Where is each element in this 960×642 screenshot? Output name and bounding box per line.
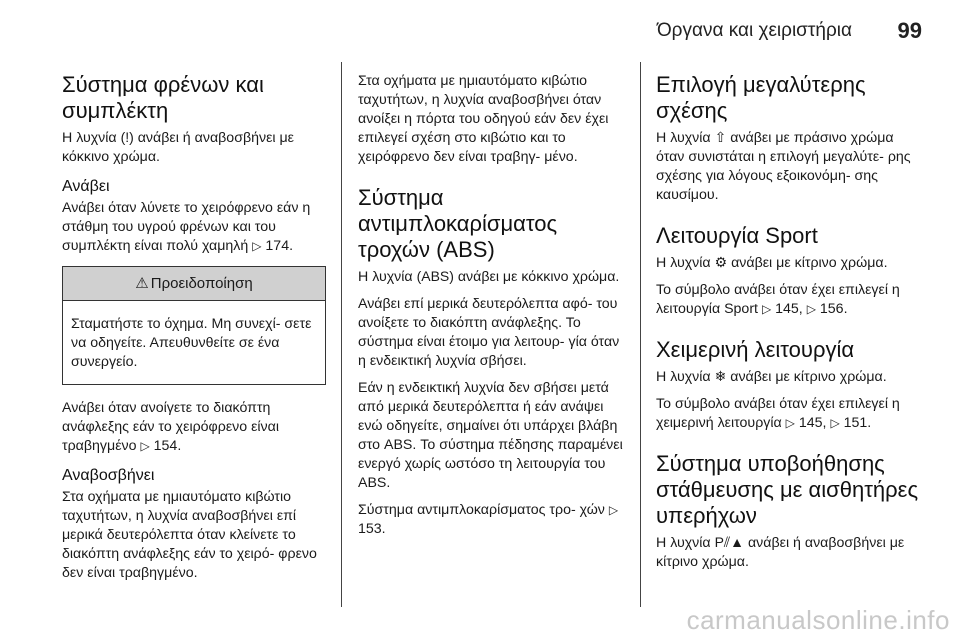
gear-text-a: Η λυχνία — [656, 130, 711, 146]
column-2 — [358, 72, 628, 547]
page-header — [0, 0, 960, 58]
winter-ref-1: 145, — [798, 415, 827, 431]
abs-text-b: ανάβει με κόκκινο χρώμα. — [457, 269, 620, 285]
arrow-ref-icon: ▷ — [761, 302, 772, 316]
watermark: carmanualsonline.info — [686, 605, 950, 635]
brake-heading: Σύστημα φρένων και συμπλέκτη — [62, 72, 264, 123]
arrow-ref-icon: ▷ — [806, 302, 816, 316]
winter-text-a: Η λυχνία — [656, 369, 711, 385]
sport-text — [656, 253, 922, 273]
winter-mode-icon: ❄ — [714, 368, 727, 384]
park-text-b: ανάβει ή αναβοσβήνει με κίτρινο χρώμα. — [656, 535, 905, 570]
abs-p3: Εάν η ενδεικτική λυχνία δεν σβήσει μετά από μερικά δευτερόλεπτα ή εάν ανάψει ενώ οδηγείτε, σημαίνει ότι υπάρχει βλάβη στο ABS. Το σύστημα πέδησης παραμένει ενεργό χωρίς ωστόσο τη λειτουργία του ABS. — [358, 380, 623, 491]
on-text-body: Ανάβει όταν λύνετε το χειρόφρενο εάν η στάθμη του υγρού φρένων και του συμπλέκτη είναι πολύ χαμηλή — [62, 200, 311, 254]
sport-ref-2: 156. — [819, 301, 848, 317]
page-number: 99 — [897, 18, 922, 43]
gear-heading: Επιλογή μεγαλύτερης σχέσης — [656, 72, 866, 123]
warning-body: Σταματήστε το όχημα. Μη συνεχί- σετε να οδηγείτε. Απευθυνθείτε σε ένα συνεργείο. — [71, 316, 312, 370]
on2-text-body: Ανάβει όταν ανοίγετε το διακόπτη ανάφλεξης εάν το χειρόφρενο είναι τραβηγμένο — [62, 400, 279, 454]
sport-text-b: ανάβει με κίτρινο χρώμα. — [731, 255, 888, 271]
on-text — [62, 199, 326, 256]
abs-icon: (ABS) — [416, 268, 454, 284]
winter-heading: Χειμερινή λειτουργία — [656, 337, 855, 362]
warning-box — [62, 266, 326, 385]
on-ref: 174. — [265, 238, 294, 254]
flash-heading: Αναβοσβήνει — [62, 467, 155, 484]
arrow-ref-icon: ▷ — [830, 416, 840, 430]
winter-p2-body: Το σύμβολο ανάβει όταν έχει επιλεγεί η χειμερινή λειτουργία — [656, 396, 900, 431]
semi-auto-text: Στα οχήματα με ημιαυτόματο κιβώτιο ταχυτήτων, η λυχνία αναβοσβήνει όταν ανοίξει η πόρτα του οδηγού εάν δεν έχει επιλεγεί σχέση στο κιβώτιο και το χειρόφρενο δεν είναι τραβηγ- μένο. — [358, 73, 609, 165]
on2-ref: 154. — [153, 438, 182, 454]
park-text — [656, 533, 922, 572]
abs-p4-ref: 153. — [358, 521, 386, 537]
on2-text — [62, 399, 326, 456]
on-heading: Ανάβει — [62, 178, 110, 195]
abs-p4-body: Σύστημα αντιμπλοκαρίσματος τρο- χών — [358, 502, 605, 518]
sport-ref-1: 145, — [775, 301, 803, 317]
abs-p4 — [358, 501, 628, 539]
winter-text-b: ανάβει με κίτρινο χρώμα. — [730, 369, 887, 385]
park-heading: Σύστημα υποβοήθησης στάθμευσης με αισθητήρες υπερήχων — [656, 451, 919, 528]
sport-p2 — [656, 281, 922, 319]
brake-text — [62, 128, 326, 167]
sport-mode-icon: ⚙ — [714, 254, 728, 270]
brake-text-a: Η λυχνία — [62, 130, 117, 146]
arrow-ref-icon: ▷ — [252, 239, 262, 253]
park-text-a: Η λυχνία — [656, 535, 711, 551]
arrow-ref-icon: ▷ — [608, 503, 619, 517]
sport-text-a: Η λυχνία — [656, 255, 711, 271]
arrow-ref-icon: ▷ — [140, 439, 150, 453]
column-divider-2 — [640, 62, 641, 607]
gear-text — [656, 128, 922, 205]
abs-heading: Σύστημα αντιμπλοκαρίσματος τροχών (ABS) — [358, 185, 558, 262]
parking-sensor-icon: P⫽▲ — [714, 534, 745, 550]
brake-warning-icon: (!) — [120, 129, 134, 145]
abs-text-a: Η λυχνία — [358, 269, 413, 285]
warning-title: Προειδοποίηση — [150, 275, 253, 292]
header-title: Όργανα και χειριστήρια — [656, 20, 852, 41]
flash-text: Στα οχήματα με ημιαυτόματο κιβώτιο ταχυτήτων, η λυχνία αναβοσβήνει επί μερικά δευτερόλεπτα όταν κλείνετε το διακόπτη ανάφλεξης εάν το χειρό- φρενο δεν είναι τραβηγμένο. — [62, 489, 317, 581]
abs-text — [358, 267, 628, 287]
warning-triangle-icon: ⚠ — [135, 275, 149, 292]
arrow-ref-icon: ▷ — [785, 416, 795, 430]
winter-text — [656, 367, 922, 387]
abs-p2: Ανάβει επί μερικά δευτερόλεπτα αφό- του ανοίξετε το διακόπτη ανάφλεξης. Το σύστημα είναι έτοιμο για λειτουρ- γία όταν η ενδεικτική λυχνία σβήσει. — [358, 296, 620, 369]
brake-text-b: ανάβει ή αναβοσβήνει με κόκκινο χρώμα. — [62, 130, 295, 165]
winter-ref-2: 151. — [843, 415, 872, 431]
column-1 — [62, 72, 326, 591]
warning-header — [63, 267, 325, 301]
sport-p2-body: Το σύμβολο ανάβει όταν έχει επιλεγεί η λειτουργία Sport — [656, 282, 900, 317]
column-divider-1 — [341, 62, 342, 607]
gear-text-b: ανάβει με πράσινο χρώμα όταν συνιστάται η επιλογή μεγαλύτε- ρης σχέσης για λόγους εξοικονόμη- σης καυσίμου. — [656, 130, 911, 203]
column-3 — [656, 72, 922, 580]
winter-p2 — [656, 395, 922, 433]
shift-up-icon: ⇧ — [714, 129, 727, 145]
sport-heading: Λειτουργία Sport — [656, 223, 818, 248]
